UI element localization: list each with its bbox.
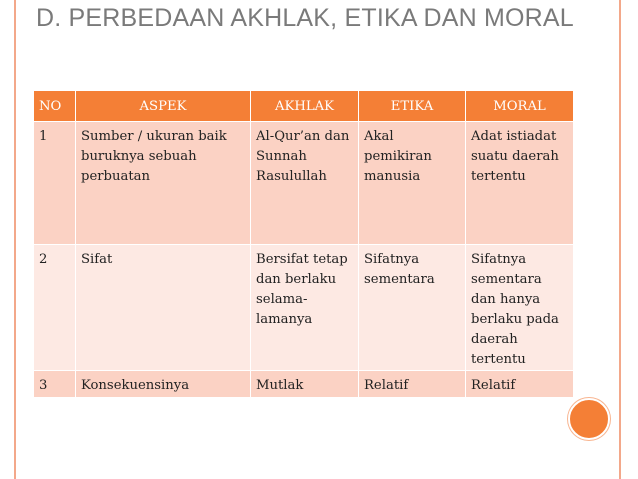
- decorative-circle: [568, 398, 610, 440]
- cell-no: 3: [34, 371, 76, 398]
- cell-akhlak: Al-Qur’an dan Sunnah Rasulullah: [251, 122, 359, 245]
- cell-akhlak: Bersifat tetap dan berlaku selama-lamanya: [251, 245, 359, 371]
- cell-moral: Sifatnya sementara dan hanya berlaku pada daerah tertentu: [466, 245, 574, 371]
- cell-no: 2: [34, 245, 76, 371]
- table-row: [34, 371, 574, 398]
- cell-aspek: Sifat: [76, 245, 251, 371]
- table-header-row: [34, 91, 574, 122]
- header-moral: MORAL: [466, 91, 574, 122]
- cell-akhlak: Mutlak: [251, 371, 359, 398]
- cell-no: 1: [34, 122, 76, 245]
- table-row: [34, 245, 574, 371]
- header-akhlak: AKHLAK: [251, 91, 359, 122]
- slide-border-right: [619, 0, 621, 479]
- cell-moral: Relatif: [466, 371, 574, 398]
- slide-border-left: [14, 0, 16, 479]
- cell-etika: Akal pemikiran manusia: [359, 122, 466, 245]
- cell-moral: Adat istiadat suatu daerah tertentu: [466, 122, 574, 245]
- slide-title: D. PERBEDAAN AKHLAK, ETIKA DAN MORAL: [36, 4, 574, 32]
- header-no: NO: [34, 91, 76, 122]
- cell-etika: Sifatnya sementara: [359, 245, 466, 371]
- cell-aspek: Konsekuensinya: [76, 371, 251, 398]
- cell-aspek: Sumber / ukuran baik buruknya sebuah perbuatan: [76, 122, 251, 245]
- header-aspek: ASPEK: [76, 91, 251, 122]
- cell-etika: Relatif: [359, 371, 466, 398]
- table-row: [34, 122, 574, 245]
- comparison-table: [33, 90, 574, 398]
- header-etika: ETIKA: [359, 91, 466, 122]
